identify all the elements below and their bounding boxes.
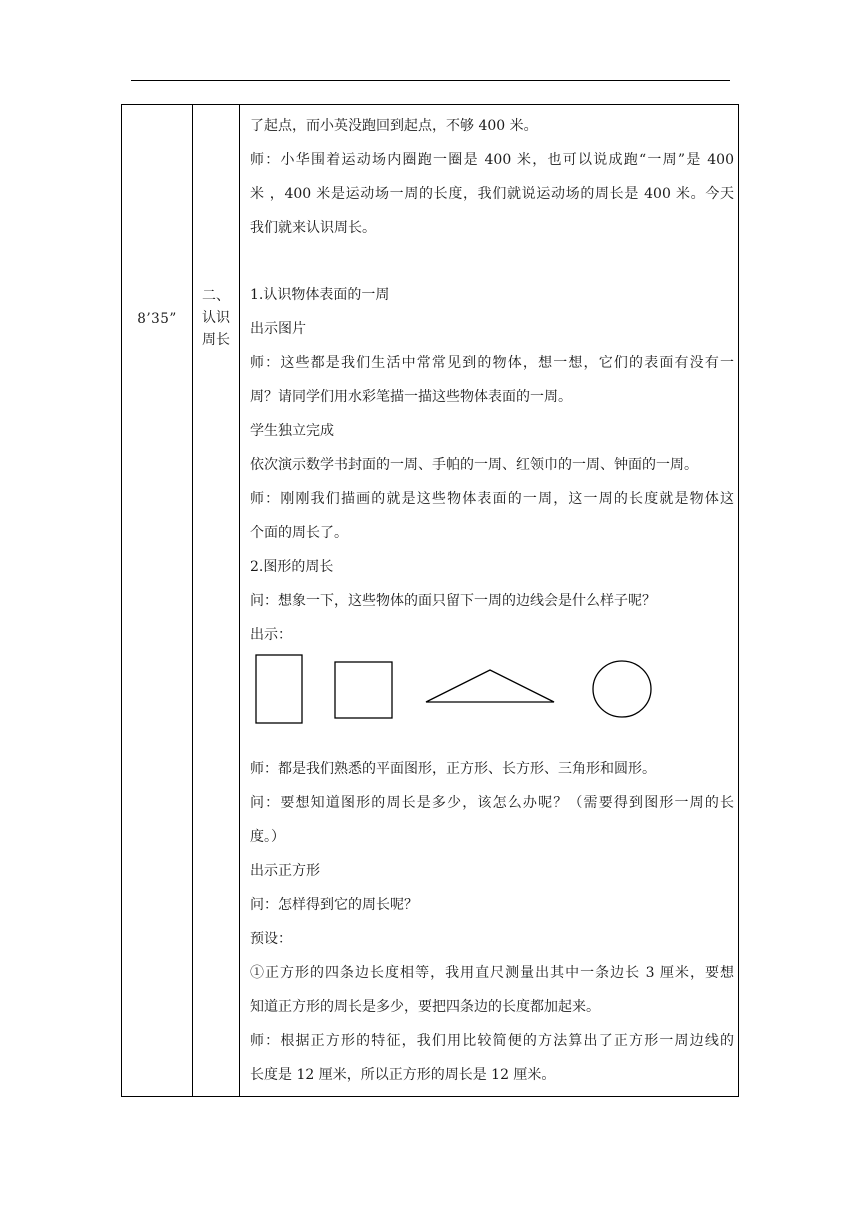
time-cell: 8’35” (137, 311, 177, 327)
circle-shape (593, 661, 651, 717)
section-heading: 2.图形的周长 (250, 559, 334, 575)
text-line: 问：要想知道图形的周长是多少，该怎么办呢？（需要得到图形一周的长 (250, 795, 734, 811)
text-line: 师：刚刚我们描画的就是这些物体表面的一周，这一周的长度就是物体这 (250, 491, 734, 507)
phase-label-line: 认识 (202, 310, 230, 326)
lesson-plan-table (121, 104, 739, 1097)
text-line: 个面的周长了。 (250, 525, 348, 541)
column-divider (239, 105, 240, 1096)
phase-cell (193, 285, 239, 351)
text-line: 师：都是我们熟悉的平面图形，正方形、长方形、三角形和圆形。 (250, 761, 656, 777)
text-line: 出示： (250, 627, 292, 643)
text-line: 出示图片 (250, 321, 306, 337)
square-shape (335, 662, 392, 718)
text-line: 依次演示数学书封面的一周、手帕的一周、红领巾的一周、钟面的一周。 (250, 457, 698, 473)
text-line: 出示正方形 (250, 863, 320, 879)
text-line: 我们就来认识周长。 (250, 220, 376, 236)
text-line: 师：根据正方形的特征，我们用比较简便的方法算出了正方形一周边线的 (250, 1033, 734, 1049)
column-divider (192, 105, 193, 1096)
text-line: 问：怎样得到它的周长呢？ (250, 897, 418, 913)
text-line: 师：小华围着运动场内圈跑一圈是 400 米，也可以说成跑“一周”是 400 (250, 152, 734, 168)
text-line: 学生独立完成 (250, 423, 334, 439)
text-line: 知道正方形的周长是多少，要把四条边的长度都加起来。 (250, 999, 600, 1015)
header-rule (131, 80, 730, 81)
section-heading: 1.认识物体表面的一周 (250, 287, 390, 303)
text-line: 周？请同学们用水彩笔描一描这些物体表面的一周。 (250, 389, 572, 405)
text-line: 师：这些都是我们生活中常常见到的物体，想一想，它们的表面有没有一 (250, 355, 734, 371)
phase-label-line: 周长 (202, 332, 230, 348)
triangle-shape (426, 670, 554, 702)
phase-label-line: 二、 (202, 288, 230, 304)
text-line: 长度是 12 厘米，所以正方形的周长是 12 厘米。 (250, 1067, 556, 1083)
text-line: 了起点，而小英没跑回到起点，不够 400 米。 (250, 118, 538, 134)
text-line: ①正方形的四条边长度相等，我用直尺测量出其中一条边长 3 厘米，要想 (250, 965, 734, 981)
text-line: 问：想象一下，这些物体的面只留下一周的边线会是什么样子呢？ (250, 593, 656, 609)
rectangle-shape (256, 655, 302, 723)
text-line: 预设： (250, 931, 292, 947)
text-line: 度。） (250, 829, 285, 845)
text-line: 米 ，400 米是运动场一周的长度，我们就说运动场的周长是 400 米。今天 (250, 186, 734, 202)
